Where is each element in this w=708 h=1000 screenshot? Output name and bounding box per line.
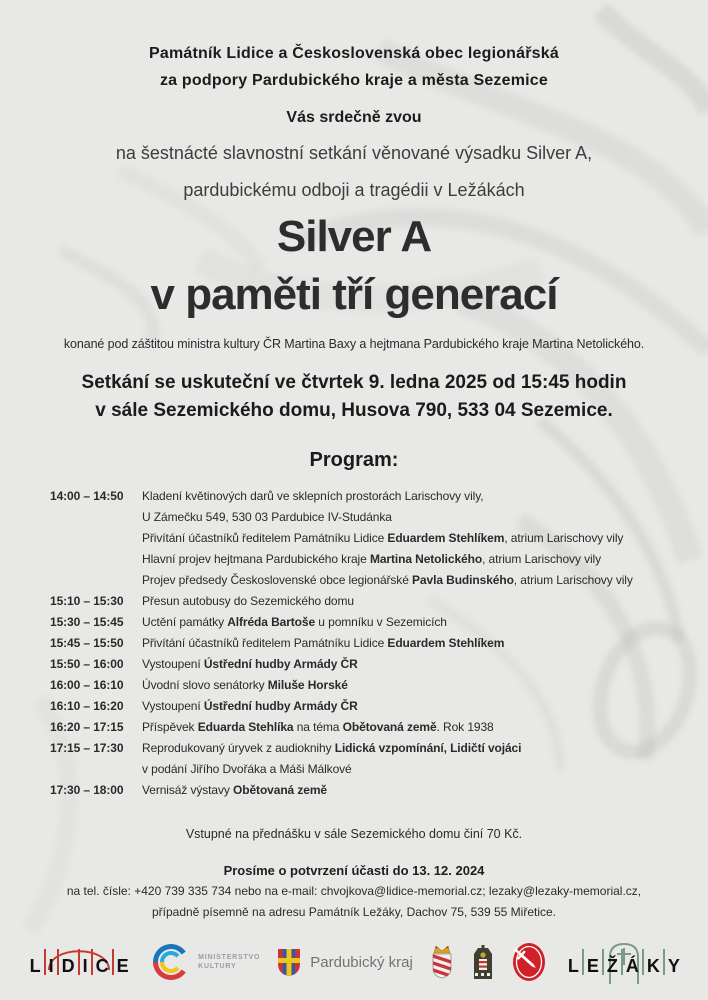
program-description: Uctění památky Alfréda Bartoše u pomníku v Sezemicích [142,615,447,629]
program-row [24,675,684,696]
lidice-logo [23,940,135,984]
program-description: Vystoupení Ústřední hudby Armády ČR [142,699,358,713]
program-row [24,696,684,717]
pardubicky-kraj-logo [276,947,413,977]
meeting-info-line-1: Setkání se uskuteční ve čtvrtek 9. ledna 2025 od 15:45 hodin [81,372,627,393]
rsvp-line: Prosíme o potvrzení účasti do 13. 12. 2024 [223,863,485,878]
program-list [24,486,684,801]
program-row [24,654,684,675]
csol-badge-icon [511,941,547,983]
program-row [24,780,684,801]
sezemice-coat-of-arms-icon [429,943,455,981]
program-heading: Program: [309,449,399,471]
meeting-info-line-2: v sále Sezemického domu, Husova 790, 533 04 Sezemice. [95,400,613,421]
program-row [24,717,684,738]
ministry-ring-icon [151,942,191,982]
event-title-line-1: Silver A [276,212,432,261]
event-title-line-2: v paměti tří generací [150,270,558,319]
gothic-emblem-icon [471,944,495,980]
program-description: Vernisáž výstavy Obětovaná země [142,783,327,797]
program-time: 16:00 – 16:10 [50,678,124,692]
program-row [24,486,684,591]
program-row [24,633,684,654]
program-time: 15:45 – 15:50 [50,636,124,650]
program-description: Reprodukovaný úryvek z audioknihy Lidická vzpomínání, Lidičtí vojáci v podání Jiřího Dvořáka a Máši Málkové [142,741,522,776]
program-time: 17:30 – 18:00 [50,783,124,797]
organizers-line-1: Památník Lidice a Československá obec legionářská [149,45,559,62]
program-description: Kladení květinových darů ve sklepních prostorách Larischovy vily, U Zámečku 549, 530 03 Pardubice IV-Studánka Přivítání účastníků ředitelem Památníku Lidice Eduardem Stehlíkem, atrium Larischovy vily Hlavní projev hejtmana Pardubického kraje Martina Netolického, atrium Larischovy vily Projev předsedy Československé obce legionářské Pavla Budinského, atrium Larischovy vily [142,489,633,587]
intro-line-2: pardubickému odboji a tragédii v Ležákách [183,180,525,200]
program-row [24,738,684,780]
program-time: 15:30 – 15:45 [50,615,124,629]
program-time: 15:50 – 16:00 [50,657,124,671]
entrance-fee-line: Vstupné na přednášku v sále Sezemického domu činí 70 Kč. [185,827,523,841]
invite-line: Vás srdečně zvou [286,109,422,126]
program-description: Úvodní slovo senátorky Miluše Horské [142,678,348,692]
program-time: 16:10 – 16:20 [50,699,124,713]
program-time: 17:15 – 17:30 [50,741,124,755]
lezaky-logo [563,939,685,985]
program-description: Přesun autobusy do Sezemického domu [142,594,354,608]
program-row [24,591,684,612]
program-row [24,612,684,633]
lidice-logo-letters: L I D I C E [27,949,132,975]
ministry-of-culture-logo [151,942,260,982]
program-description: Přivítání účastníků ředitelem Památníku Lidice Eduardem Stehlíkem [142,636,505,650]
ministry-label-line-1: MINISTERSTVO [198,954,261,961]
pardubicky-shield-icon [276,947,302,977]
intro-line-1: na šestnácté slavnostní setkání věnované výsadku Silver A, [115,143,593,163]
partner-logos-row [0,939,708,985]
ministry-label-line-2: KULTURY [198,963,237,970]
address-line: případně písemně na adresu Památník Ležáky, Dachov 75, 539 55 Miřetice. [151,905,556,919]
organizers-line-2: za podpory Pardubického kraje a města Sezemice [159,72,549,89]
program-description: Vystoupení Ústřední hudby Armády ČR [142,657,358,671]
program-time: 15:10 – 15:30 [50,594,124,608]
lezaky-logo-letters: L E Ž Á K Y [565,949,683,975]
program-description: Příspěvek Eduarda Stehlíka na téma Obětovaná země. Rok 1938 [142,720,494,734]
program-time: 14:00 – 14:50 [50,489,124,503]
program-time: 16:20 – 17:15 [50,720,124,734]
patronage-line: konané pod záštitou ministra kultury ČR Martina Baxy a hejtmana Pardubického kraje Martina Netolického. [63,337,645,351]
contact-line: na tel. čísle: +420 739 335 734 nebo na e-mail: chvojkova@lidice-memorial.cz; lezaky@lezaky-memorial.cz, [66,884,642,898]
pardubicky-kraj-label: Pardubický kraj [310,953,413,971]
